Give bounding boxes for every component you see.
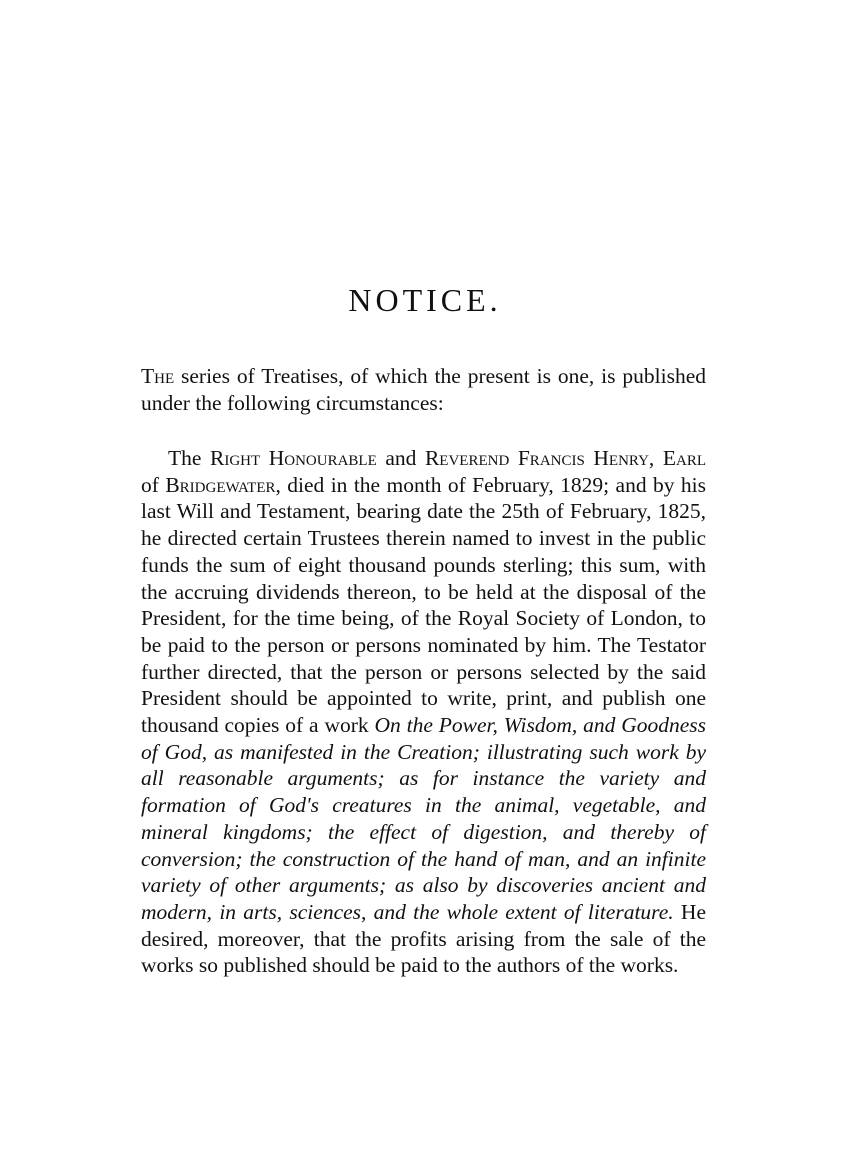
will-text-6: He desired, moreover, that the profits arising from the sale of the works so published should be paid to the authors of the works. bbox=[141, 899, 706, 978]
intro-text: series of Treatises, of which the present is one, is published under the following circumstances: bbox=[141, 364, 706, 415]
will-paragraph bbox=[141, 445, 706, 979]
will-text-3: , bbox=[648, 446, 663, 470]
will-text-5: , died in the month of February, 1829; and by his last Will and Testament, bearing date the 25th of February, 1825, he directed certain Trustees therein named to invest in the public funds the sum of eight thousand pounds sterling; this sum, with the accruing dividends thereon, to be held at the disposal of the President, for the time being, of the Royal Society of London, to be paid to the person or persons nominated by him. The Testator further directed, that the person or persons selected by the said President should be appointed to write, print, and publish one thousand copies of a work bbox=[141, 472, 706, 738]
will-text-1: The bbox=[168, 446, 210, 470]
will-text-2: and bbox=[376, 446, 425, 470]
intro-lead-word: The bbox=[141, 364, 175, 388]
will-earl: Earl bbox=[662, 446, 707, 470]
intro-paragraph bbox=[141, 363, 706, 416]
will-text-4: of bbox=[141, 472, 166, 497]
will-name: Reverend Francis Henry bbox=[424, 446, 649, 470]
will-bridgewater: Bridgewater bbox=[165, 472, 276, 497]
work-title-italic: On the Power, Wisdom, and Goodness of God, as manifested in the Creation; illustrating such work by all reasonable arguments; as for instance the variety and formation of God's creatures in the animal, vegetable, and mineral kingdoms; the effect of digestion, and thereby of conversion; the construction of the hand of man, and an infinite variety of other arguments; as also by discoveries ancient and modern, in arts, sciences, and the whole extent of literature. bbox=[141, 713, 707, 924]
page-title: NOTICE. bbox=[348, 282, 502, 318]
will-title-honourable: Right Honourable bbox=[210, 446, 377, 470]
